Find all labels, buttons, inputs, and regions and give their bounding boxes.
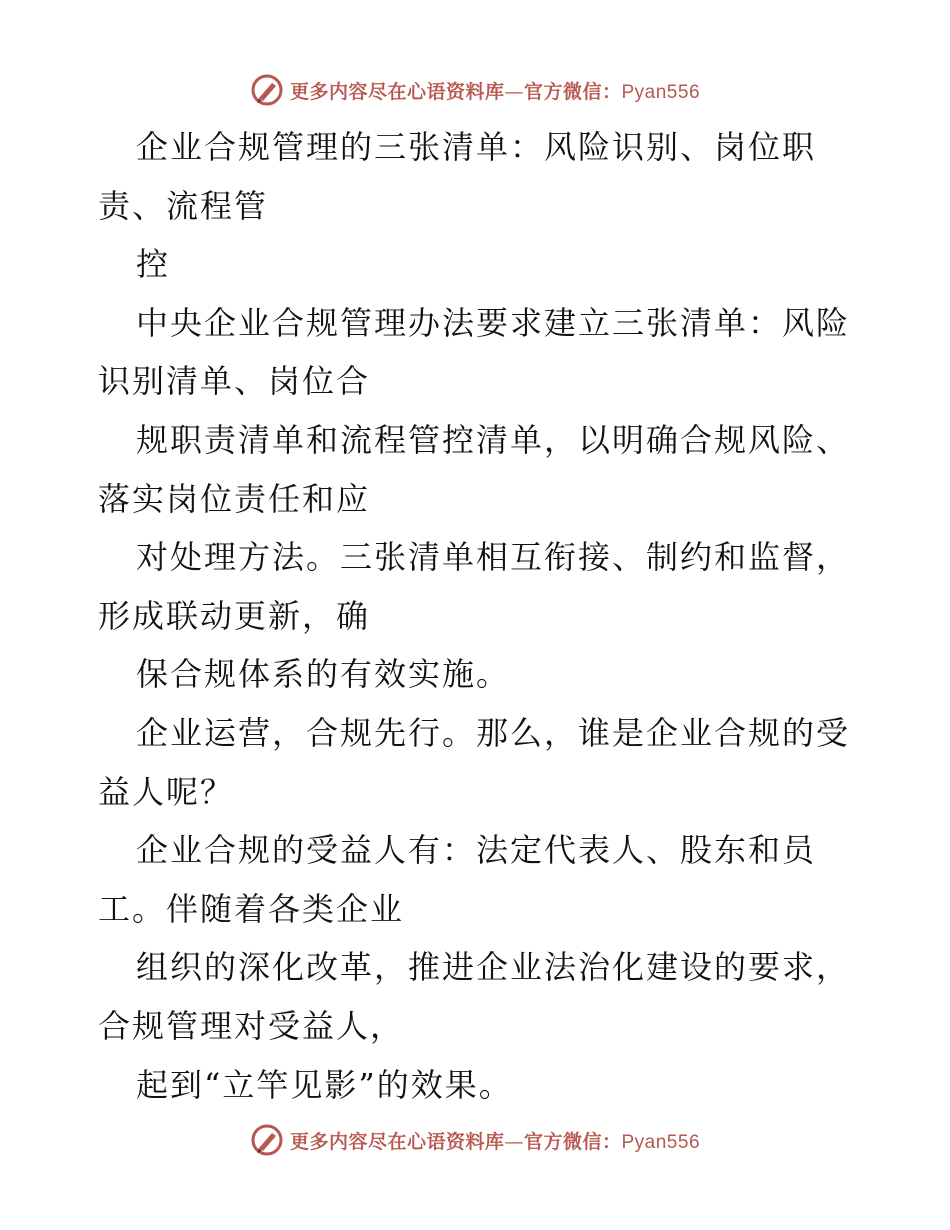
text-line: 企业运营，合规先行。那么，谁是企业合规的受	[136, 713, 851, 752]
text-line: 合规管理对受益人，	[98, 1006, 405, 1045]
text-line: 落实岗位责任和应	[98, 479, 371, 518]
text-line: 规职责清单和流程管控清单，以明确合规风险、	[136, 420, 851, 459]
header-watermark-inner	[250, 73, 700, 107]
text-line: 组织的深化改革，推进企业法治化建设的要求，	[136, 948, 851, 987]
pen-in-circle-icon	[250, 1123, 284, 1157]
text-line: 工。伴随着各类企业	[98, 889, 405, 928]
footer-watermark	[0, 1120, 950, 1160]
watermark-wechat-id: Pyan556	[621, 1131, 701, 1153]
text-line: 中央企业合规管理办法要求建立三张清单：风险	[136, 303, 851, 342]
pen-in-circle-icon	[250, 73, 284, 107]
text-line: 控	[136, 245, 171, 284]
text-line: 企业合规的受益人有：法定代表人、股东和员	[136, 831, 817, 870]
watermark-official-label: 官方微信：	[523, 1130, 622, 1153]
text-line: 起到“立竿见影”的效果。	[136, 1065, 513, 1104]
document-body	[98, 118, 878, 1114]
watermark-wechat-id: Pyan556	[621, 81, 701, 103]
text-line: 识别清单、岗位合	[98, 362, 371, 401]
watermark-site-name: 更多内容尽在心语资料库	[289, 80, 505, 103]
footer-watermark-inner	[250, 1123, 700, 1157]
text-line: 益人呢？	[98, 772, 235, 811]
watermark-text	[290, 77, 700, 104]
watermark-separator: —	[504, 1130, 524, 1153]
text-line: 责、流程管	[98, 186, 269, 225]
text-line: 企业合规管理的三张清单：风险识别、岗位职	[136, 128, 817, 166]
watermark-text	[290, 1127, 700, 1154]
header-watermark	[0, 70, 950, 110]
text-line: 形成联动更新，确	[98, 596, 371, 635]
watermark-official-label: 官方微信：	[523, 80, 622, 103]
text-line: 对处理方法。三张清单相互衔接、制约和监督，	[136, 538, 851, 577]
text-line: 保合规体系的有效实施。	[136, 655, 511, 694]
watermark-separator: —	[504, 80, 524, 103]
watermark-site-name: 更多内容尽在心语资料库	[289, 1130, 505, 1153]
